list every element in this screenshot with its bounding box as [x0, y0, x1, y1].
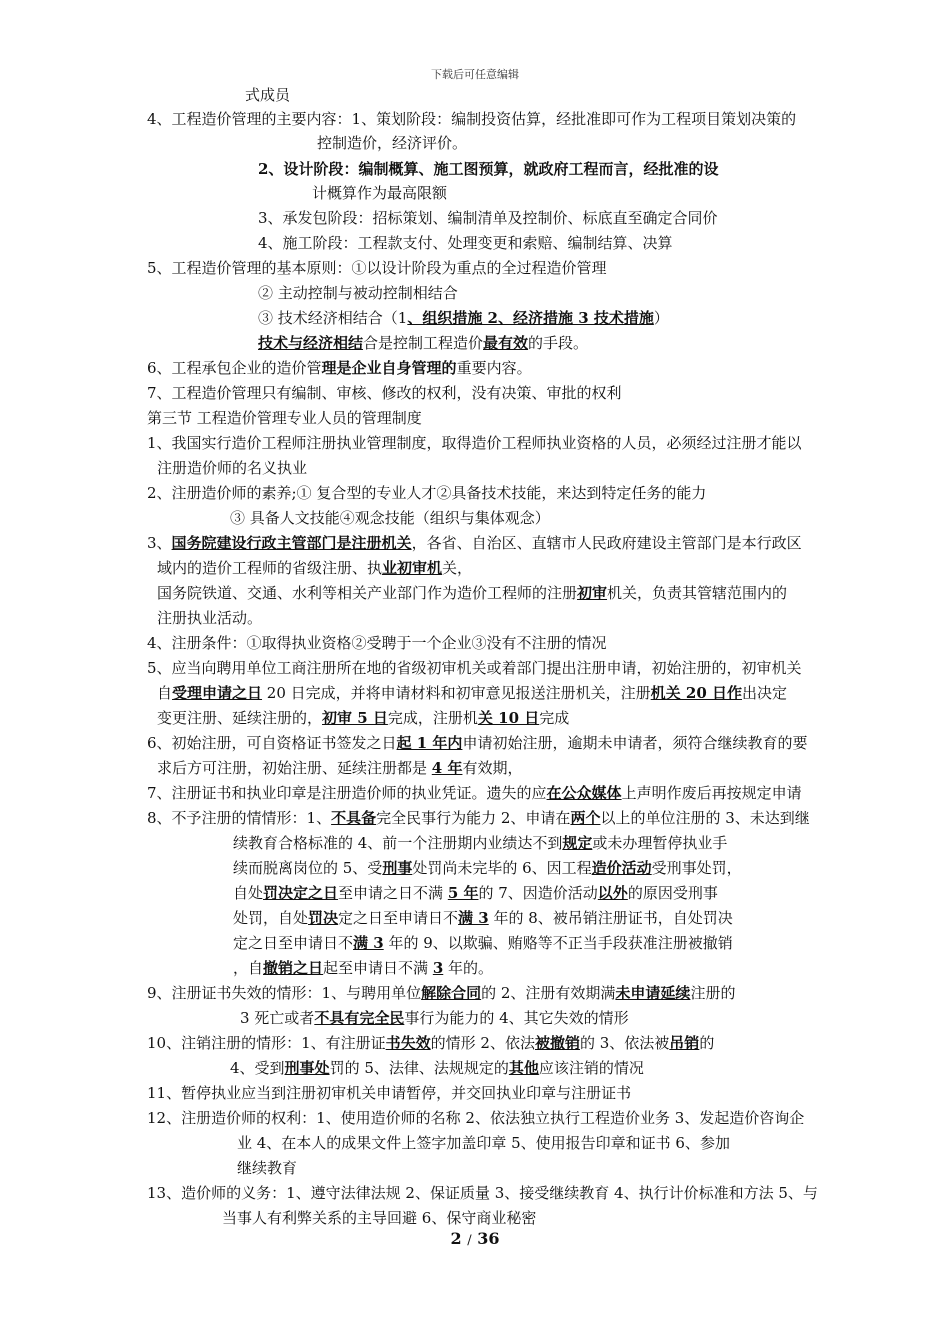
text-segment: 计概算作为最高限额 — [312, 184, 448, 202]
text-line — [147, 782, 802, 804]
emphasis-text: 、组织措施 2、经济措施 3 技术措施 — [407, 309, 654, 327]
text-segment: 应该注销的情况 — [538, 1059, 644, 1077]
emphasis-text: 在公众媒体 — [546, 784, 622, 802]
emphasis-text: 造价活动 — [591, 859, 652, 877]
text-segment: 9、注册证书失效的情形：1、与聘用单位 — [147, 984, 422, 1002]
emphasis-text: 不具备 — [331, 809, 377, 827]
text-segment: 4、工程造价管理的主要内容：1、策划阶段：编制投资估算，经批准即可作为工程项目策划决策的 — [147, 110, 797, 128]
text-segment: 第三节 工程造价管理专业人员的管理制度 — [147, 409, 422, 427]
text-line — [147, 657, 802, 679]
text-segment: 的 7、因造价活动 — [478, 884, 598, 902]
text-segment: 自 — [157, 684, 173, 702]
text-segment: 事行为能力的 4、其它失效的情形 — [404, 1009, 629, 1027]
text-segment: 关， — [442, 559, 473, 577]
text-line — [147, 1032, 714, 1054]
emphasis-text: 刑事处 — [284, 1059, 330, 1077]
text-segment: 处罚，自处 — [233, 909, 309, 927]
text-line — [147, 982, 735, 1004]
text-segment: 年的 9、以欺骗、贿赂等不正当手段获准注册被撤销 — [383, 934, 733, 952]
text-line — [258, 332, 588, 354]
text-segment: 的 — [699, 1034, 715, 1052]
text-segment: 定之日至申请日不 — [338, 909, 459, 927]
emphasis-text: 吊销 — [669, 1034, 700, 1052]
text-segment: 续教育合格标准的 4、前一个注册期内业绩达不到 — [233, 834, 563, 852]
emphasis-text: 两个 — [570, 809, 601, 827]
text-segment: 机关，负责其管辖范围内的 — [607, 584, 788, 602]
text-segment: 的原因受刑事 — [627, 884, 718, 902]
text-segment: ） — [653, 309, 669, 327]
emphasis-text: 满 3 — [353, 934, 384, 952]
text-line — [317, 132, 467, 154]
page-number — [0, 1229, 950, 1248]
text-line — [157, 757, 522, 779]
text-segment: 3 死亡或者 — [240, 1009, 315, 1027]
text-segment: 完成，注册机 — [387, 709, 478, 727]
text-segment: 的 3、依法被 — [579, 1034, 670, 1052]
emphasis-text: 刑事 — [382, 859, 413, 877]
text-line — [237, 1157, 297, 1179]
text-line — [147, 482, 706, 504]
text-segment: 4、注册条件：①取得执业资格②受聘于一个企业③没有不注册的情况 — [147, 634, 607, 652]
text-line — [147, 357, 532, 379]
emphasis-text: 3 — [432, 959, 444, 977]
text-line — [157, 557, 472, 579]
text-line — [147, 108, 796, 130]
text-segment: 6、初始注册，可自资格证书签发之日 — [147, 734, 397, 752]
text-line — [245, 84, 290, 106]
text-segment: 以上的单位注册的 3、未达到继 — [600, 809, 810, 827]
text-segment: 12、注册造价师的权利：1、使用造价师的名称 2、依法独立执行工程造价业务 3、发起造价咨询企 — [147, 1109, 805, 1127]
text-line — [157, 707, 569, 729]
text-segment: 定之日至申请日不 — [233, 934, 354, 952]
text-line — [157, 457, 307, 479]
emphasis-text: 书失效 — [385, 1034, 431, 1052]
emphasis-text: 国务院建设行政主管部门是注册机关 — [171, 534, 412, 552]
text-line — [157, 607, 262, 629]
text-line — [258, 282, 458, 304]
emphasis-text: 初审 5 日 — [322, 709, 388, 727]
text-line — [147, 382, 622, 404]
text-segment: 续而脱离岗位的 5、受 — [233, 859, 383, 877]
text-segment: 2 — [262, 684, 277, 702]
text-line — [233, 832, 727, 854]
text-segment: ② 主动控制与被动控制相结合 — [258, 284, 458, 302]
emphasis-text: 撤销之日 — [263, 959, 324, 977]
text-segment: 域内的造价工程师的省级注册、执 — [157, 559, 383, 577]
text-segment: 注册造价师的名义执业 — [157, 459, 308, 477]
text-segment: 或未办理暂停执业手 — [592, 834, 728, 852]
text-segment: 年的 8、被吊销注册证书，自处罚决 — [488, 909, 733, 927]
text-line — [258, 307, 669, 329]
text-segment: 有效期， — [462, 759, 523, 777]
bold-text: 2、设计阶段：编制概算、施工图预算，就政府工程而言，经批准的设 — [258, 160, 719, 178]
text-segment: ③ 具备人文技能④观念技能（组织与集体观念） — [230, 509, 550, 527]
text-segment: 出决定 — [742, 684, 788, 702]
text-line — [157, 582, 787, 604]
text-line — [258, 158, 718, 180]
text-segment: 罚的 5、法律、法规规定的 — [329, 1059, 509, 1077]
text-segment: 的手段。 — [528, 334, 589, 352]
text-segment: 4、受到 — [230, 1059, 285, 1077]
text-segment: 1、我国实行造价工程师注册执业管理制度，取得造价工程师执业资格的人员，必须经过注册才能以 — [147, 434, 802, 452]
current-page: 2 — [450, 1229, 462, 1248]
emphasis-text: 业初审机 — [382, 559, 443, 577]
text-segment: 完成 — [539, 709, 570, 727]
text-segment: 当事人有利弊关系的主导回避 6、保守商业秘密 — [222, 1209, 537, 1227]
text-segment: 的 2、注册有效期满 — [481, 984, 616, 1002]
text-segment: 8、不予注册的情情形：1、 — [147, 809, 332, 827]
text-segment: 重要内容。 — [456, 359, 532, 377]
text-line — [240, 1007, 629, 1029]
text-line — [147, 532, 802, 554]
text-segment: 处罚尚未完毕的 6、因工程 — [412, 859, 592, 877]
text-line — [147, 407, 422, 429]
emphasis-text: 其他 — [508, 1059, 539, 1077]
text-line — [233, 882, 718, 904]
text-segment: 5、工程造价管理的基本原则：①以设计阶段为重点的全过程造价管理 — [147, 259, 607, 277]
text-line — [147, 1182, 818, 1204]
text-segment: 10、注销注册的情形：1、有注册证 — [147, 1034, 386, 1052]
emphasis-text: 规定 — [562, 834, 593, 852]
text-line — [237, 1132, 730, 1154]
emphasis-text: 未申请延续 — [615, 984, 691, 1002]
text-segment: 11、暂停执业应当到注册初审机关申请暂停，并交回执业印章与注册证书 — [147, 1084, 632, 1102]
text-segment: 0 日完成，并将申请材料和初审意见报送注册机关，注册 — [276, 684, 651, 702]
text-segment: 国务院铁道、交通、水利等相关产业部门作为造价工程师的注册 — [157, 584, 578, 602]
text-segment: 7、工程造价管理只有编制、审核、修改的权利，没有决策、审批的权利 — [147, 384, 622, 402]
text-segment: ③ 技术经济相结合（1 — [258, 309, 408, 327]
text-segment: 注册的 — [690, 984, 736, 1002]
text-line — [147, 432, 802, 454]
text-segment: 变更注册、延续注册的， — [157, 709, 323, 727]
text-segment: ，各省、自治区、直辖市人民政府建设主管部门是本行政区 — [411, 534, 802, 552]
text-line — [147, 257, 607, 279]
emphasis-text: 初审 — [577, 584, 608, 602]
text-line — [258, 207, 718, 229]
text-segment: 完全民事行为能力 2、申请在 — [376, 809, 571, 827]
text-segment: 求后方可注册，初始注册、延续注册都是 — [157, 759, 432, 777]
text-line — [258, 232, 673, 254]
emphasis-text: 5 年 — [447, 884, 479, 902]
text-segment: 的情形 2、依法 — [430, 1034, 535, 1052]
text-segment: 自处 — [233, 884, 264, 902]
emphasis-text: 被撤销 — [534, 1034, 580, 1052]
text-segment: 至申请之日不满 — [338, 884, 448, 902]
text-segment: 13、造价师的义务：1、遵守法律法规 2、保证质量 3、接受继续教育 4、执行计价标准和方法 5、与 — [147, 1184, 818, 1202]
page-header: 下载后可任意编辑 — [431, 68, 519, 81]
text-line — [230, 507, 550, 529]
emphasis-text: 技术与经济相结 — [258, 334, 364, 352]
bold-text: 理是企业自身管理的 — [321, 359, 457, 377]
text-segment: 控制造价，经济评价。 — [317, 134, 468, 152]
emphasis-text: 受理申请之日 — [172, 684, 263, 702]
text-segment: 继续教育 — [237, 1159, 298, 1177]
total-pages: 36 — [477, 1229, 500, 1248]
text-segment: 业 4、在本人的成果文件上签字加盖印章 5、使用报告印章和证书 6、参加 — [237, 1134, 730, 1152]
text-line — [147, 632, 607, 654]
text-segment: 年的。 — [443, 959, 494, 977]
emphasis-text: 起 1 年内 — [396, 734, 463, 752]
text-segment: 合是控制工程造价 — [363, 334, 484, 352]
text-segment: 式成员 — [245, 86, 291, 104]
emphasis-text: 不具有完全民 — [314, 1009, 405, 1027]
emphasis-text: 罚决定之日 — [263, 884, 339, 902]
emphasis-text: 最有效 — [483, 334, 529, 352]
text-segment: 7、注册证书和执业印章是注册造价师的执业凭证。遗失的应 — [147, 784, 547, 802]
text-line — [147, 807, 810, 829]
emphasis-text: 机关 20 日作 — [650, 684, 742, 702]
emphasis-text: 关 10 日 — [477, 709, 540, 727]
text-segment: 4、施工阶段：工程款支付、处理变更和索赔、编制结算、决算 — [258, 234, 673, 252]
text-line — [233, 857, 742, 879]
text-segment: 6、工程承包企业的造价管 — [147, 359, 322, 377]
text-segment: ，自 — [233, 959, 264, 977]
text-line — [147, 1082, 631, 1104]
text-segment: 3、 — [147, 534, 172, 552]
text-segment: 起至申请日不满 — [323, 959, 433, 977]
text-segment: 上声明作废后再按规定申请 — [621, 784, 802, 802]
text-segment: 5、应当向聘用单位工商注册所在地的省级初审机关或着部门提出注册申请，初始注册的，初审机关 — [147, 659, 802, 677]
text-segment: 受刑事处罚， — [651, 859, 742, 877]
text-segment: 注册执业活动。 — [157, 609, 263, 627]
text-line — [312, 182, 447, 204]
text-segment: 3、承发包阶段：招标策划、编制清单及控制价、标底直至确定合同价 — [258, 209, 718, 227]
text-segment: 申请初始注册，逾期未申请者，须符合继续教育的要 — [462, 734, 808, 752]
text-line — [147, 732, 807, 754]
emphasis-text: 解除合同 — [421, 984, 482, 1002]
page-separator: / — [467, 1233, 472, 1248]
text-line — [147, 1107, 804, 1129]
text-line — [222, 1207, 536, 1229]
text-line — [233, 932, 733, 954]
emphasis-text: 罚决 — [308, 909, 339, 927]
text-line — [157, 682, 787, 704]
emphasis-text: 以外 — [597, 884, 628, 902]
text-line — [230, 1057, 644, 1079]
text-line — [233, 907, 733, 929]
emphasis-text: 满 3 — [458, 909, 489, 927]
text-line — [233, 957, 493, 979]
emphasis-text: 4 年 — [431, 759, 463, 777]
text-segment: 2、注册造价师的素养;① 复合型的专业人才②具备技术技能，来达到特定任务的能力 — [147, 484, 707, 502]
